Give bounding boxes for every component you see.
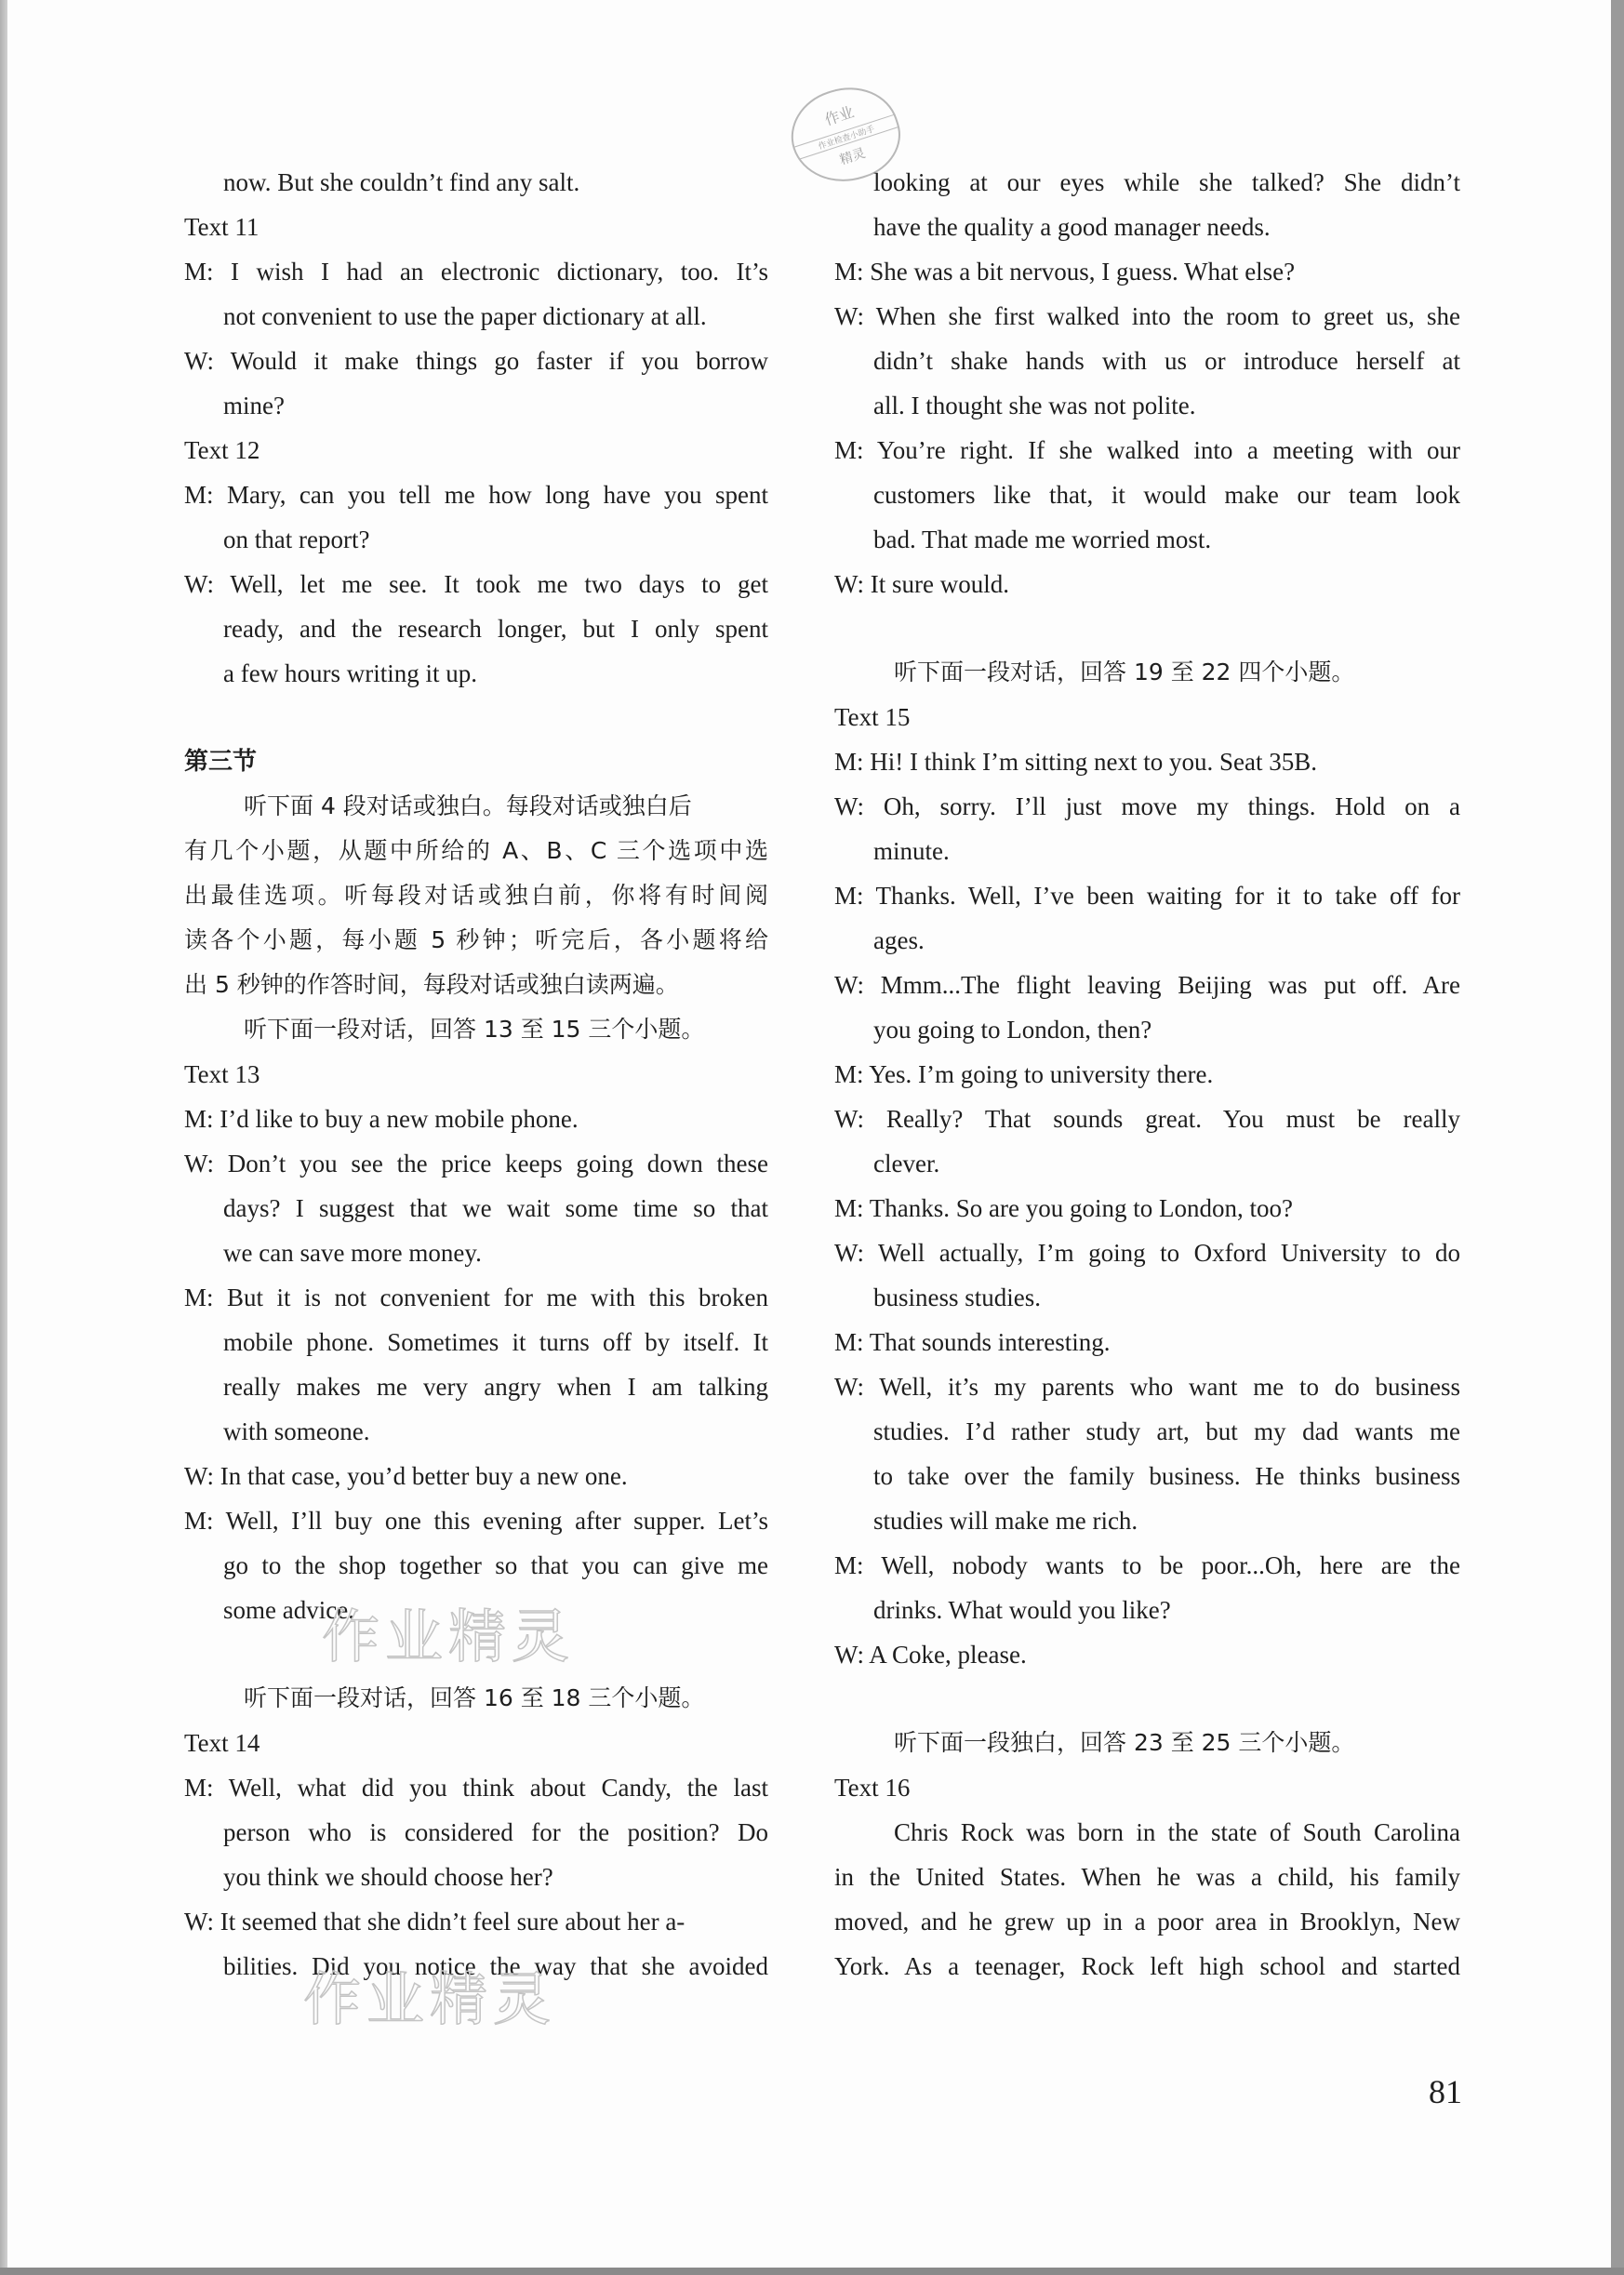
text-line: drinks. What would you like? <box>873 1596 1171 1624</box>
text-line: Text 12 <box>184 436 260 464</box>
text-line: looking at our eyes while she talked? She didn’t <box>873 168 1460 196</box>
text-line: now. But she couldn’t find any salt. <box>223 168 580 196</box>
text-line: all. I thought she was not polite. <box>873 392 1196 419</box>
text-line: 听下面一段对话，回答 16 至 18 三个小题。 <box>244 1684 705 1711</box>
text-line: Text 11 <box>184 213 260 241</box>
text-line: W: Would it make things go faster if you borrow <box>184 347 768 375</box>
page-number: 81 <box>1429 2073 1462 2110</box>
text-line: 听下面 4 段对话或独白。每段对话或独白后 <box>244 792 692 819</box>
text-line: M: That sounds interesting. <box>834 1328 1111 1356</box>
text-line: M: Thanks. So are you going to London, too? <box>834 1194 1293 1222</box>
text-line: 第三节 <box>184 748 258 776</box>
text-line: M: Hi! I think I’m sitting next to you. Seat 35B. <box>834 748 1317 776</box>
text-line: W: Mmm...The flight leaving Beijing was put off. Are <box>834 971 1460 999</box>
watermark: 作业精灵 <box>303 1965 557 2033</box>
text-line: York. As a teenager, Rock left high school and started <box>834 1952 1460 1980</box>
text-line: to take over the family business. He thinks business <box>873 1462 1460 1490</box>
text-line: W: A Coke, please. <box>834 1641 1027 1669</box>
text-line: 出最佳选项。听每段对话或独白前，你将有时间阅 <box>184 882 768 909</box>
text-line: bad. That made me worried most. <box>873 526 1212 553</box>
text-line: clever. <box>873 1150 940 1177</box>
text-line: person who is considered for the position? Do <box>223 1818 768 1846</box>
text-line: M: Well, what did you think about Candy, the last <box>184 1774 768 1802</box>
text-line: Text 14 <box>184 1729 260 1757</box>
text-line: mine? <box>223 392 285 419</box>
text-line: days? I suggest that we wait some time so that <box>223 1194 768 1222</box>
text-line: studies. I’d rather study art, but my dad wants me <box>873 1417 1460 1445</box>
text-line: with someone. <box>223 1417 370 1445</box>
text-line: W: Well actually, I’m going to Oxford University to do <box>834 1239 1460 1267</box>
text-line: M: You’re right. If she walked into a meeting with our <box>834 436 1460 464</box>
text-line: business studies. <box>873 1284 1042 1311</box>
text-line: W: Well, it’s my parents who want me to do business <box>834 1373 1460 1401</box>
text-line: M: Mary, can you tell me how long have you spent <box>184 481 768 509</box>
text-line: some advice. <box>223 1596 354 1624</box>
text-line: bilities. Did you notice the way that she avoided <box>223 1952 768 1980</box>
text-line: M: Thanks. Well, I’ve been waiting for it to take off for <box>834 882 1460 910</box>
text-line: M: I wish I had an electronic dictionary, too. It’s <box>184 258 768 286</box>
text-line: W: Really? That sounds great. You must be really <box>834 1105 1460 1133</box>
text-line: a few hours writing it up. <box>223 659 477 687</box>
text-line: W: Well, let me see. It took me two days to get <box>184 570 768 598</box>
text-line: minute. <box>873 837 950 865</box>
text-line: ready, and the research longer, but I only spent <box>223 615 768 643</box>
text-line: M: Well, nobody wants to be poor...Oh, here are the <box>834 1551 1460 1579</box>
text-line: Text 16 <box>834 1774 911 1802</box>
stamp-top-text: 作业 <box>822 102 857 129</box>
text-line: customers like that, it would make our team look <box>873 481 1460 509</box>
page-bottom-edge <box>0 2268 1624 2275</box>
text-line: W: It sure would. <box>834 570 1009 598</box>
watermark: 作业精灵 <box>322 1603 576 1670</box>
text-line: W: In that case, you’d better buy a new one. <box>184 1462 628 1490</box>
text-line: Text 13 <box>184 1060 260 1088</box>
text-line: ages. <box>873 926 925 954</box>
text-line: on that report? <box>223 526 370 553</box>
text-line: Text 15 <box>834 703 911 731</box>
text-line: go to the shop together so that you can give me <box>223 1551 768 1579</box>
text-line: W: Don’t you see the price keeps going down these <box>184 1150 768 1177</box>
text-line: 有几个小题，从题中所给的 A、B、C 三个选项中选 <box>184 837 768 864</box>
text-line: didn’t shake hands with us or introduce herself at <box>873 347 1460 375</box>
text-line: moved, and he grew up in a poor area in Brooklyn, New <box>834 1908 1460 1936</box>
text-line: we can save more money. <box>223 1239 482 1267</box>
text-line: in the United States. When he was a child, his family <box>834 1863 1460 1891</box>
text-line: 听下面一段对话，回答 19 至 22 四个小题。 <box>894 659 1355 685</box>
text-line: M: Well, I’ll buy one this evening after supper. Let’s <box>184 1507 768 1535</box>
text-line: you think we should choose her? <box>223 1863 553 1891</box>
text-line: you going to London, then? <box>873 1016 1152 1044</box>
text-line: 听下面一段对话，回答 13 至 15 三个小题。 <box>244 1016 705 1043</box>
text-line: W: It seemed that she didn’t feel sure about her a- <box>184 1908 686 1936</box>
text-line: 读各个小题，每小题 5 秒钟；听完后，各小题将给 <box>184 926 768 953</box>
text-line: M: But it is not convenient for me with this broken <box>184 1284 768 1311</box>
text-line: mobile phone. Sometimes it turns off by itself. It <box>223 1328 768 1356</box>
text-line: M: Yes. I’m going to university there. <box>834 1060 1214 1088</box>
text-line: M: She was a bit nervous, I guess. What else? <box>834 258 1296 286</box>
text-line: have the quality a good manager needs. <box>873 213 1271 241</box>
text-line: really makes me very angry when I am talking <box>223 1373 768 1401</box>
text-line: 出 5 秒钟的作答时间，每段对话或独白读两遍。 <box>184 971 679 998</box>
document-page <box>7 0 1611 2268</box>
stamp-bottom-text: 精灵 <box>837 145 868 168</box>
text-line: 听下面一段独白，回答 23 至 25 三个小题。 <box>894 1729 1355 1756</box>
text-line: M: I’d like to buy a new mobile phone. <box>184 1105 579 1133</box>
text-line: Chris Rock was born in the state of South Carolina <box>894 1818 1460 1846</box>
stamp-middle-text: 作业检查小助手 <box>794 114 898 160</box>
text-line: W: When she first walked into the room to greet us, she <box>834 302 1460 330</box>
text-line: not convenient to use the paper dictionary at all. <box>223 302 707 330</box>
text-line: W: Oh, sorry. I’ll just move my things. Hold on a <box>834 792 1460 820</box>
text-line: studies will make me rich. <box>873 1507 1138 1535</box>
